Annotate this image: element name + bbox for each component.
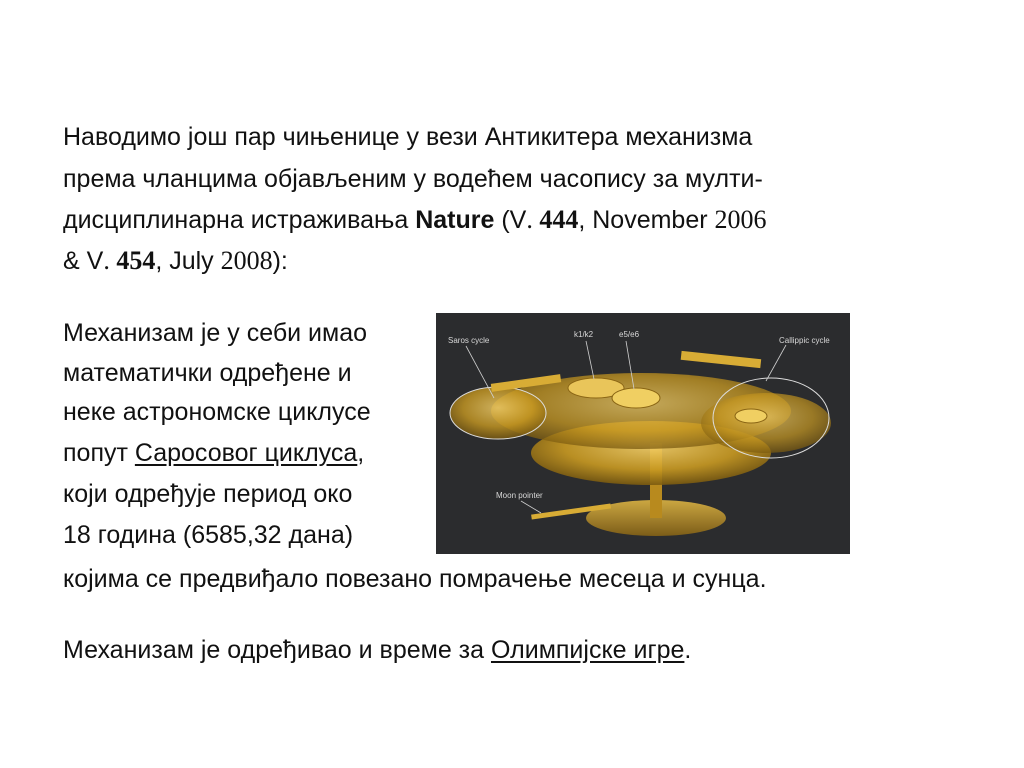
leader-k1k2	[586, 341, 594, 379]
text-segment: , July	[155, 247, 221, 275]
volume-number: 454	[116, 246, 156, 275]
callippic-dial	[701, 393, 831, 453]
right-arm	[681, 351, 762, 368]
olympic-games-link[interactable]: Олимпијске игре	[490, 636, 685, 664]
paragraph-cycles-line-5: који одређује период око	[63, 480, 353, 508]
text-segment: .	[103, 246, 117, 275]
paragraph-cycles-line-3: неке астрономске циклусе	[63, 398, 371, 426]
paragraph-intro-line-2: према чланцима објављеним у водећем часопису за мулти-	[63, 165, 763, 193]
text-segment: попут	[63, 439, 135, 467]
saros-cycle-link[interactable]: Саросовог циклуса	[134, 439, 358, 467]
text-segment: .	[526, 205, 540, 234]
text-segment: (	[494, 206, 510, 234]
leader-callippic	[766, 345, 786, 381]
paragraph-olympics	[63, 630, 691, 670]
volume-label: V	[509, 206, 527, 234]
text-segment: ):	[272, 247, 288, 275]
paragraph-intro-line-3	[63, 200, 767, 240]
text-segment: , November	[578, 206, 715, 234]
label-moon-pointer: Moon pointer	[496, 491, 543, 500]
text-segment: Механизам је одређивао и време за	[63, 636, 491, 664]
label-k1k2: k1/k2	[574, 330, 594, 339]
volume-number: 444	[539, 205, 579, 234]
gear-small	[735, 409, 767, 423]
paragraph-intro-line-1: Наводимо још пар чињенице у вези Антикитера механизма	[63, 123, 753, 151]
paragraph-cycles-line-2: математички одређене и	[63, 359, 352, 387]
journal-name: Nature	[415, 206, 495, 234]
year: 2006	[714, 205, 767, 234]
antikythera-mechanism-illustration	[436, 313, 850, 554]
text-segment: ,	[357, 439, 365, 467]
paragraph-intro-line-4	[63, 241, 288, 281]
text-segment: .	[684, 636, 692, 664]
volume-label: V	[86, 247, 104, 275]
mechanism-drawing	[436, 313, 850, 554]
label-e5e6: e5/e6	[619, 330, 640, 339]
paragraph-cycles-line-4	[63, 433, 364, 473]
gear-e5e6	[612, 388, 660, 408]
paragraph-cycles-line-6: 18 година (6585,32 дана)	[63, 521, 354, 549]
text-segment: дисциплинарна истраживања	[63, 206, 416, 234]
paragraph-cycles-line-7: којима се предвиђало повезано помрачење месеца и сунца.	[63, 565, 767, 593]
leader-moon	[521, 501, 541, 513]
label-saros: Saros cycle	[448, 336, 490, 345]
label-callippic: Callippic cycle	[779, 336, 830, 345]
paragraph-cycles-line-1: Механизам је у себи имао	[63, 319, 368, 347]
year: 2008	[220, 246, 273, 275]
text-segment: &	[63, 247, 87, 275]
